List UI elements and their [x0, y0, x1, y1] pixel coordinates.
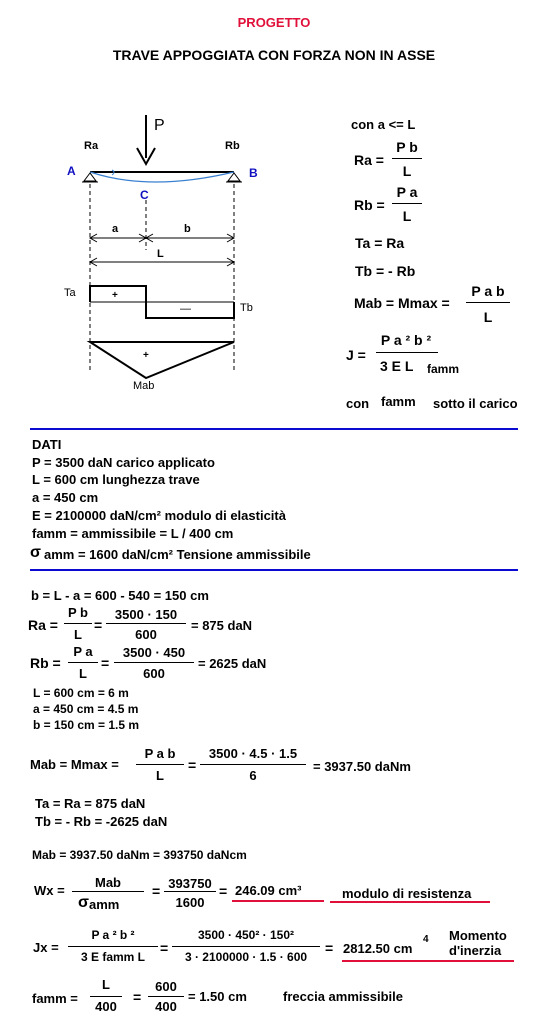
- calc-ra-den: L: [74, 627, 82, 642]
- conv-l: L = 600 cm = 6 m: [33, 686, 129, 700]
- calc-jx-note-2: d'inerzia: [449, 943, 502, 958]
- calc-wx-eq: =: [152, 883, 161, 899]
- calc-mab-conv: Mab = 3937.50 daNm = 393750 daNcm: [32, 848, 247, 862]
- calc-b-line: b = L - a = 600 - 540 = 150 cm: [31, 588, 209, 603]
- ra-formula-num: P b: [396, 139, 418, 155]
- point-c-label: C: [140, 188, 149, 202]
- calc-famm-result: = 1.50 cm: [188, 989, 247, 1004]
- calc-jx-eq: =: [160, 940, 169, 956]
- ra-formula-label: Ra =: [354, 152, 384, 168]
- calc-mab-den: L: [156, 768, 164, 783]
- calc-wx-num: Mab: [95, 875, 121, 890]
- calc-ra-num: P b: [68, 605, 88, 620]
- calc-wx-eq2: =: [219, 883, 228, 899]
- shear-a-label: Ta: [64, 287, 76, 299]
- dim-a-label: a: [112, 223, 119, 235]
- jx-underline: [342, 960, 514, 962]
- j-formula-label: J =: [346, 347, 366, 363]
- calc-famm-label: famm =: [32, 991, 78, 1006]
- point-b-label: B: [249, 166, 258, 180]
- ra-formula-den: L: [402, 163, 412, 179]
- calc-jx-eq2: =: [325, 940, 334, 956]
- mab-formula-num: P a b: [471, 283, 505, 299]
- tb-formula: Tb = - Rb: [355, 263, 416, 279]
- dati-line-a: a = 450 cm: [32, 490, 99, 505]
- calc-rb-result: = 2625 daN: [198, 656, 267, 671]
- calc-mab-eq: =: [188, 757, 197, 773]
- conv-a: a = 450 cm = 4.5 m: [33, 702, 139, 716]
- calc-famm-den: 400: [95, 999, 117, 1014]
- calc-jx-num: P a ² b ²: [91, 928, 135, 942]
- calc-ra-eq: =: [94, 617, 103, 633]
- calc-mab-label: Mab = Mmax =: [30, 757, 119, 772]
- calc-mab-result: = 3937.50 daNm: [313, 759, 411, 774]
- calc-jx-num2: 3500 · 450² · 150²: [197, 928, 295, 942]
- calc-jx-exp: 4: [423, 934, 429, 945]
- calc-famm-num2: 600: [155, 979, 177, 994]
- calc-jx-den: 3 E famm L: [80, 950, 146, 964]
- deflection-curve: [90, 172, 234, 182]
- dati-line-p: P = 3500 daN carico applicato: [32, 455, 215, 470]
- calc-rb-num2: 3500 · 450: [122, 645, 186, 660]
- calc-jx-label: Jx =: [33, 940, 59, 955]
- calc-wx-den2: 1600: [175, 895, 205, 910]
- calc-ta-line: Ta = Ra = 875 daN: [35, 796, 146, 811]
- dati-line-famm: famm = ammissibile = L / 400 cm: [32, 526, 234, 541]
- rb-formula-label: Rb =: [354, 197, 385, 213]
- load-label: P: [154, 117, 165, 134]
- calc-mab-num2: 3500 · 4.5 · 1.5: [208, 746, 298, 761]
- shear-plus: +: [112, 290, 118, 301]
- moment-diagram: [90, 342, 234, 378]
- calc-wx-sigma: σ: [78, 894, 89, 911]
- calc-wx-label: Wx =: [34, 883, 65, 898]
- page-title: PROGETTO: [237, 15, 311, 30]
- calc-mab-num: P a b: [144, 746, 176, 761]
- j-formula-den: 3 E L: [380, 358, 414, 374]
- calc-famm-eq: =: [133, 989, 142, 1005]
- note-con: con: [346, 396, 370, 411]
- calc-rb-label: Rb =: [30, 655, 61, 671]
- dati-bottom-rule: [30, 569, 518, 571]
- point-a-label: A: [67, 164, 76, 178]
- note-famm: famm: [381, 394, 416, 409]
- calc-tb-line: Tb = - Rb = -2625 daN: [35, 814, 168, 829]
- dim-b-label: b: [184, 223, 191, 235]
- j-formula-den-sub: famm: [427, 362, 460, 376]
- support-a: [84, 173, 96, 181]
- dati-top-rule: [30, 428, 518, 430]
- calc-jx-result: 2812.50 cm: [343, 941, 413, 956]
- reaction-a-label: Ra: [84, 140, 99, 152]
- rb-formula-num: P a: [396, 184, 418, 200]
- conv-b: b = 150 cm = 1.5 m: [33, 718, 140, 732]
- calc-wx-den: amm: [89, 897, 120, 912]
- calc-wx-note: modulo di resistenza: [342, 886, 472, 901]
- calc-rb-den: L: [79, 666, 87, 681]
- support-b: [228, 173, 240, 181]
- condition-text: con a <= L: [351, 117, 416, 132]
- ta-formula: Ta = Ra: [355, 235, 405, 251]
- calc-wx-num2: 393750: [168, 876, 212, 891]
- moment-plus: +: [143, 350, 149, 361]
- calc-jx-note-1: Momento: [449, 928, 507, 943]
- calc-jx-den2: 3 · 2100000 · 1.5 · 600: [184, 950, 308, 964]
- calc-rb-eq: =: [101, 655, 110, 671]
- calc-famm-note: freccia ammissibile: [283, 989, 403, 1004]
- calc-ra-result: = 875 daN: [191, 618, 253, 633]
- dati-line-l: L = 600 cm lunghezza trave: [32, 472, 200, 487]
- page-subtitle: TRAVE APPOGGIATA CON FORZA NON IN ASSE: [112, 47, 436, 63]
- calc-ra-den2: 600: [135, 627, 157, 642]
- wx-underline-1: [232, 900, 324, 902]
- dim-l-label: L: [157, 248, 164, 260]
- calc-famm-num: L: [102, 977, 110, 992]
- dati-line-sigma: amm = 1600 daN/cm² Tensione ammissibile: [44, 547, 311, 562]
- beam-diagram: [0, 0, 548, 420]
- mab-formula-label: Mab = Mmax =: [354, 295, 450, 311]
- j-formula-num: P a ² b ²: [380, 332, 432, 348]
- shear-b-label: Tb: [240, 302, 253, 314]
- moment-label: Mab: [133, 380, 155, 392]
- calc-rb-num: P a: [73, 644, 93, 659]
- calc-ra-label: Ra =: [28, 617, 58, 633]
- calc-mab-den2: 6: [249, 768, 257, 783]
- dati-line-e: E = 2100000 daN/cm² modulo di elasticità: [32, 508, 286, 523]
- calc-ra-num2: 3500 · 150: [114, 607, 178, 622]
- calc-wx-result: 246.09 cm³: [235, 883, 302, 898]
- rb-formula-den: L: [402, 208, 412, 224]
- reaction-b-label: Rb: [225, 140, 240, 152]
- note-rest: sotto il carico: [433, 396, 518, 411]
- dati-heading: DATI: [32, 437, 62, 452]
- shear-minus: —: [180, 303, 191, 315]
- calc-rb-den2: 600: [143, 666, 165, 681]
- mab-formula-den: L: [483, 309, 493, 325]
- sigma-symbol: σ: [30, 544, 41, 561]
- wx-underline-2: [330, 901, 490, 903]
- calc-famm-den2: 400: [155, 999, 177, 1014]
